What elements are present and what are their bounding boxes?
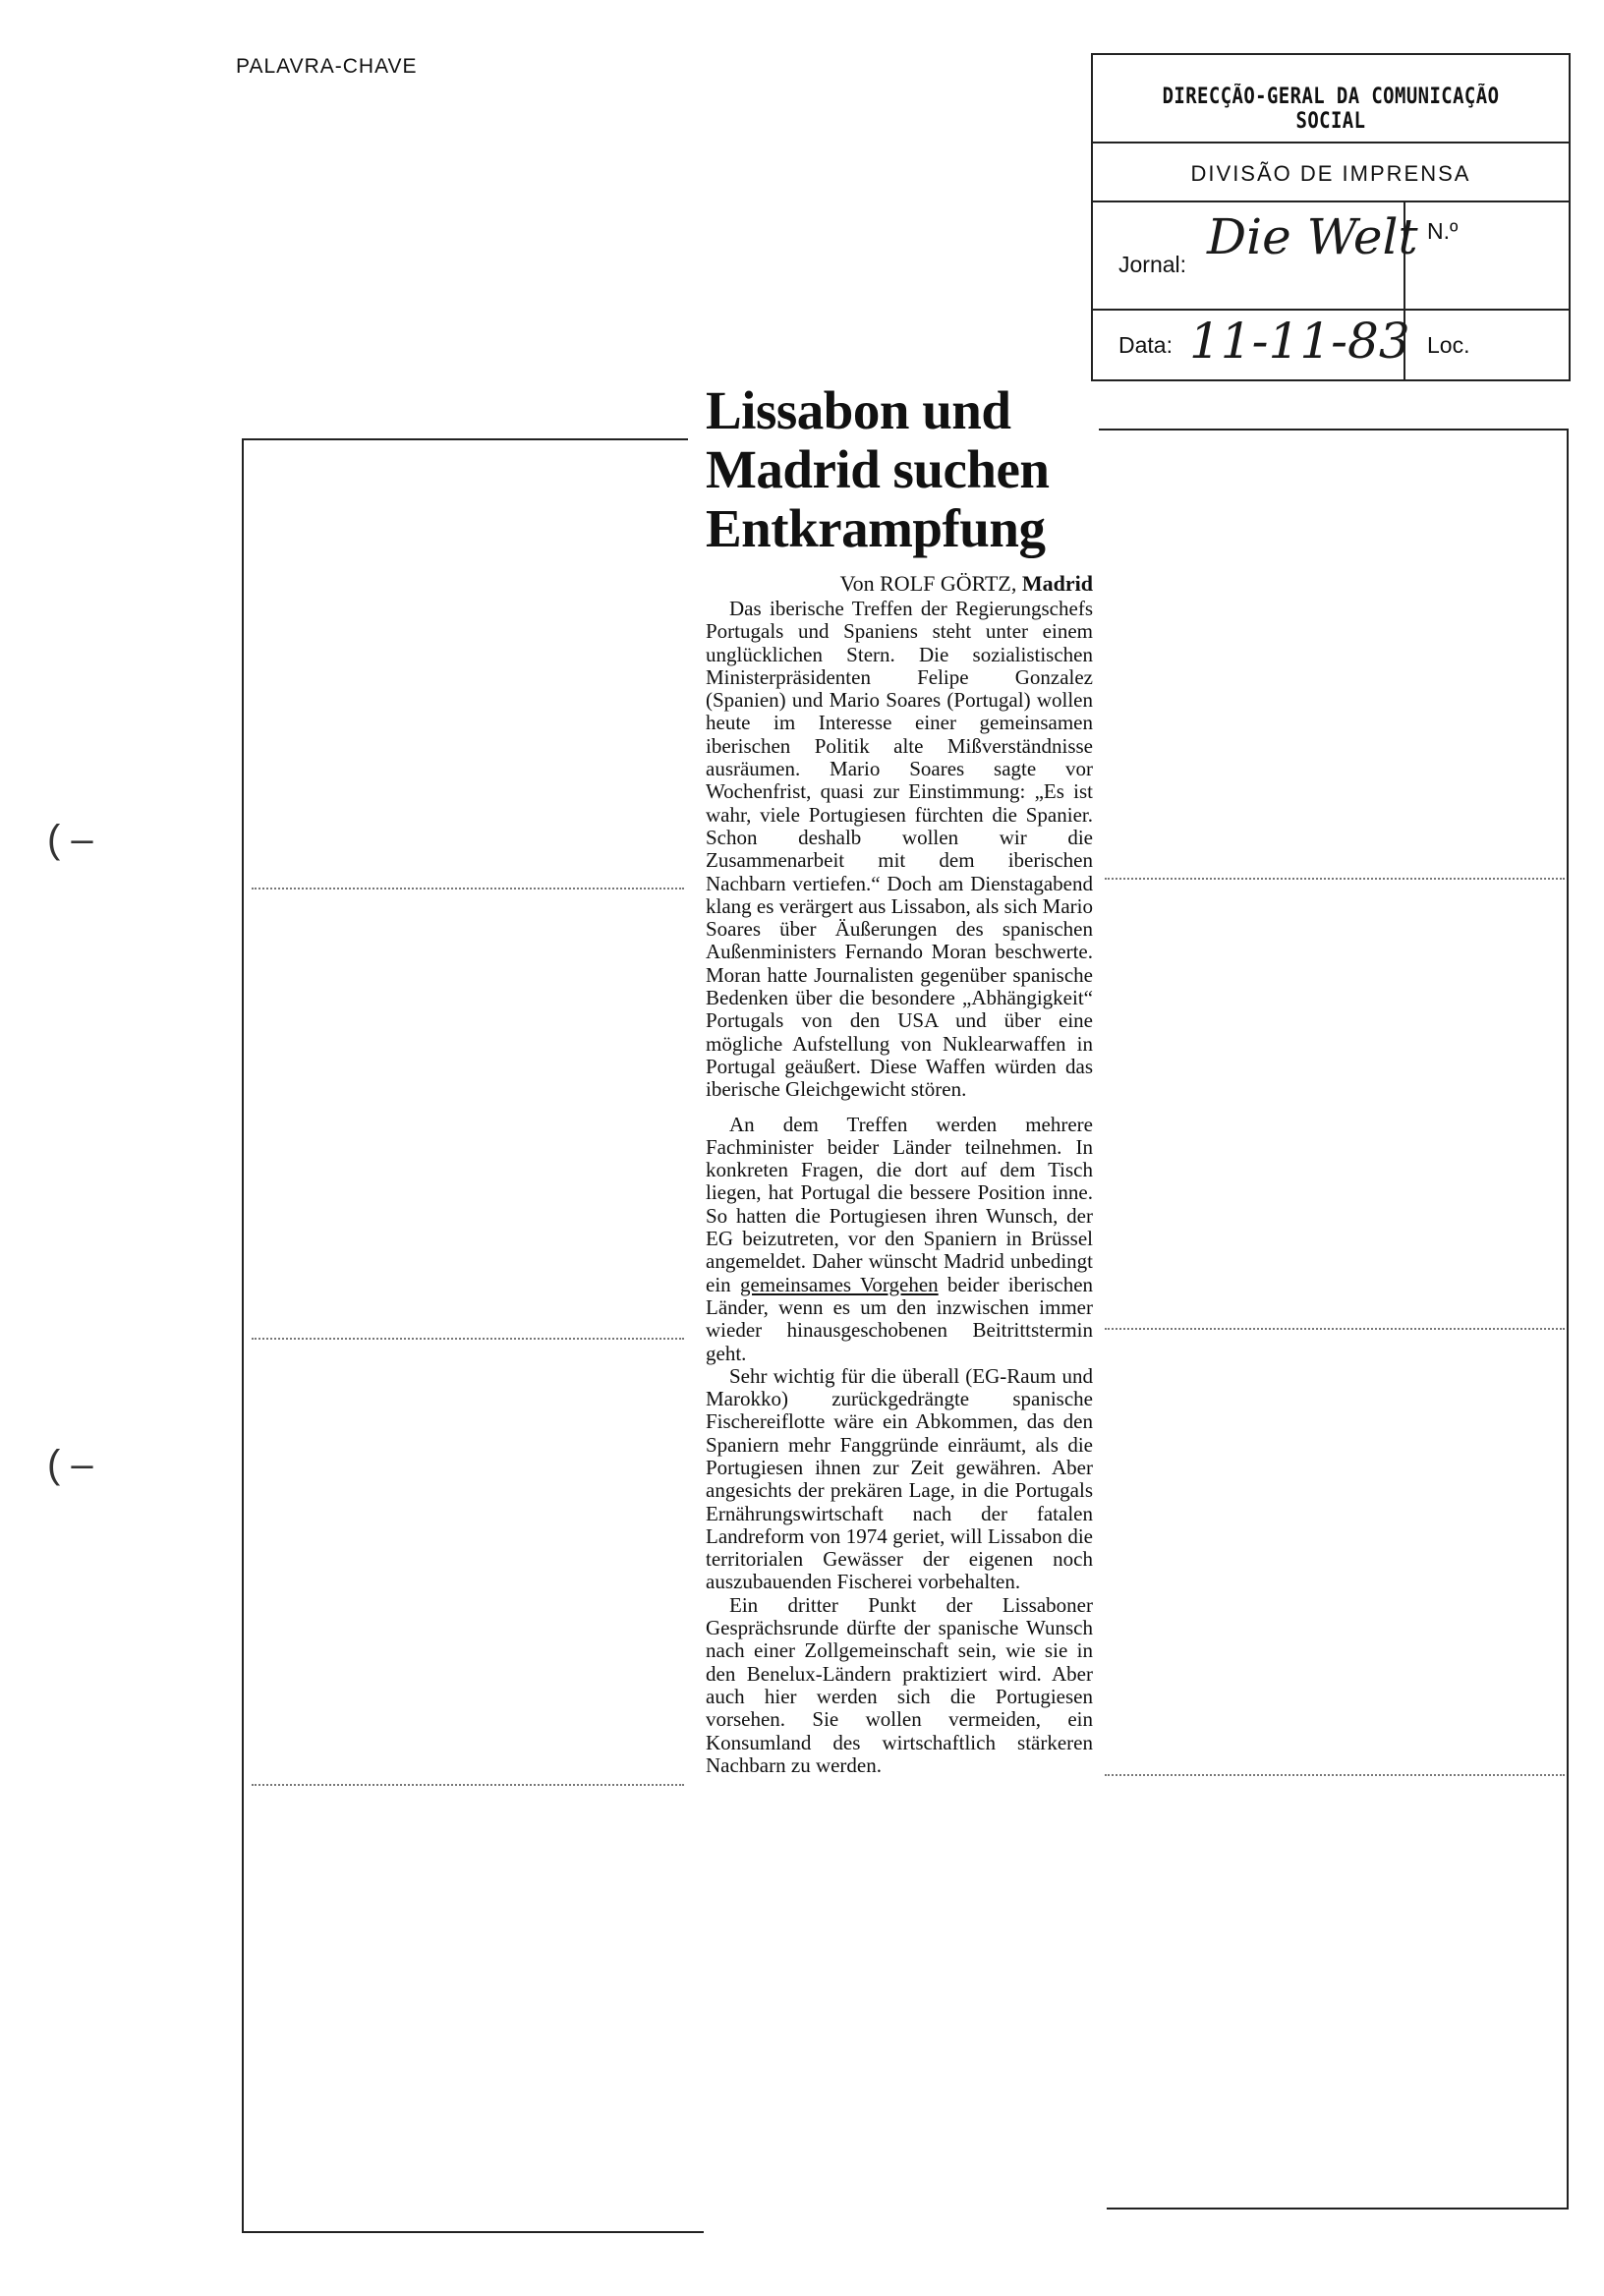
article-paragraph-2 (706, 1114, 1093, 1365)
cut-line-right-2 (1105, 1328, 1565, 1330)
stamp-date-handwritten: 11-11-83 (1189, 313, 1410, 370)
cut-line-left-1 (252, 888, 684, 890)
margin-mark-1: ( – (47, 818, 93, 861)
cut-line-right-3 (1105, 1774, 1565, 1776)
article-paragraph-2-end: beider iberischen Länder, wenn es um den inzwischen immer wieder hinausgeschobenen Beitrittstermin geht. (706, 1272, 1094, 1365)
frame-bottom-right (1107, 2208, 1569, 2210)
cut-line-left-3 (252, 1784, 684, 1786)
article-paragraph-3: Sehr wichtig für die überall (EG-Raum und Marokko) zurückgedrängte spanische Fischereiflotte wäre ein Abkommen, das den Spaniern mehr Fanggründe einräumt, als die Portugiesen ihnen zur Zeit gewähren. Aber angesichts der prekären Lage, in die Portugals Ernährungswirtschaft nach der fatalen Landreform von 1974 geriet, will Lissabon die territorialen Gewässer der eigenen noch auszubauenden Fischerei vorbehalten. (706, 1363, 1093, 1594)
stamp-header-row (1093, 55, 1569, 144)
stamp-jornal-handwritten: Die Welt (1207, 208, 1418, 265)
stamp-date-label: Data: (1118, 332, 1173, 358)
article-headline: Lissabon und Madrid suchen Entkrampfung (706, 380, 1050, 558)
stamp-number-label: N.º (1427, 218, 1459, 244)
article-underlined-phrase: gemeinsames Vorgehen (739, 1272, 939, 1296)
article-paragraph-1: Das iberische Treffen der Regierungschefs Portugals und Spaniens steht unter einem unglücklichen Stern. Die sozialistischen Ministerpräsidenten Felipe Gonzalez (Spanien) und Mario Soares (Portugal) wollen heute im Interesse einer gemeinsamen iberischen Politik alte Mißverständnisse ausräumen. Mario Soares sagte vor Wochenfrist, quasi zur Einstimmung: „Es ist wahr, viele Portugiesen fürchten die Spanier. Schon deshalb wollen wir die Zusammenarbeit mit dem iberischen Nachbarn vertiefen.“ Doch am Dienstagabend klang es verärgert aus Lissabon, als sich Mario Soares über Äußerungen des spanischen Außenministers Fernando Moran beschwerte. Moran hatte Journalisten gegenüber spanische Bedenken über die besondere „Abhängigkeit“ Portugals von den USA und über eine mögliche Aufstellung von Nuklearwaffen in Portugal geäußert. Diese Waffen würden das iberische Gleichgewicht stören. (706, 597, 1093, 1102)
frame-left (242, 438, 244, 2233)
stamp-division: DIVISÃO DE IMPRENSA (1190, 161, 1471, 186)
margin-mark-2: ( – (47, 1443, 93, 1486)
cut-line-right-1 (1105, 878, 1565, 880)
byline-author: Von ROLF GÖRTZ, (839, 571, 1017, 596)
article-byline (706, 572, 1093, 596)
frame-top-right (1099, 429, 1569, 430)
keyword-label: PALAVRA-CHAVE (236, 55, 418, 78)
frame-bottom-left (242, 2231, 704, 2233)
stamp-loc-label: Loc. (1427, 332, 1470, 358)
stamp-jornal-label: Jornal: (1118, 252, 1187, 277)
stamp-title: DIRECÇÃO-GERAL DA COMUNICAÇÃO SOCIAL (1162, 85, 1500, 134)
article-paragraph-2-start: An dem Treffen werden mehrere Fachminister beider Länder teilnehmen. In konkreten Fragen, die dort auf dem Tisch liegen, hat Portugal die bessere Position inne. So hatten die Portugiesen ihren Wunsch, der EG beizutreten, vor den Spaniern in Brüssel angemeldet. Daher wünscht Madrid unbedingt ein (706, 1112, 1093, 1296)
frame-top-left (242, 438, 688, 440)
frame-right (1567, 429, 1569, 2208)
byline-city: Madrid (1021, 571, 1093, 596)
press-office-stamp (1091, 53, 1571, 381)
cut-line-left-2 (252, 1338, 684, 1340)
article-paragraph-4: Ein dritter Punkt der Lissaboner Gesprächsrunde dürfte der spanische Wunsch nach einer Zollgemeinschaft sein, wie sie in den Benelux-Ländern praktiziert wird. Aber auch hier werden sich die Portugiesen vorsehen. Sie wollen vermeiden, ein Konsumland des wirtschaftlich stärkeren Nachbarn zu werden. (706, 1592, 1093, 1777)
article-body (706, 598, 1093, 1777)
stamp-division-row (1093, 142, 1569, 202)
